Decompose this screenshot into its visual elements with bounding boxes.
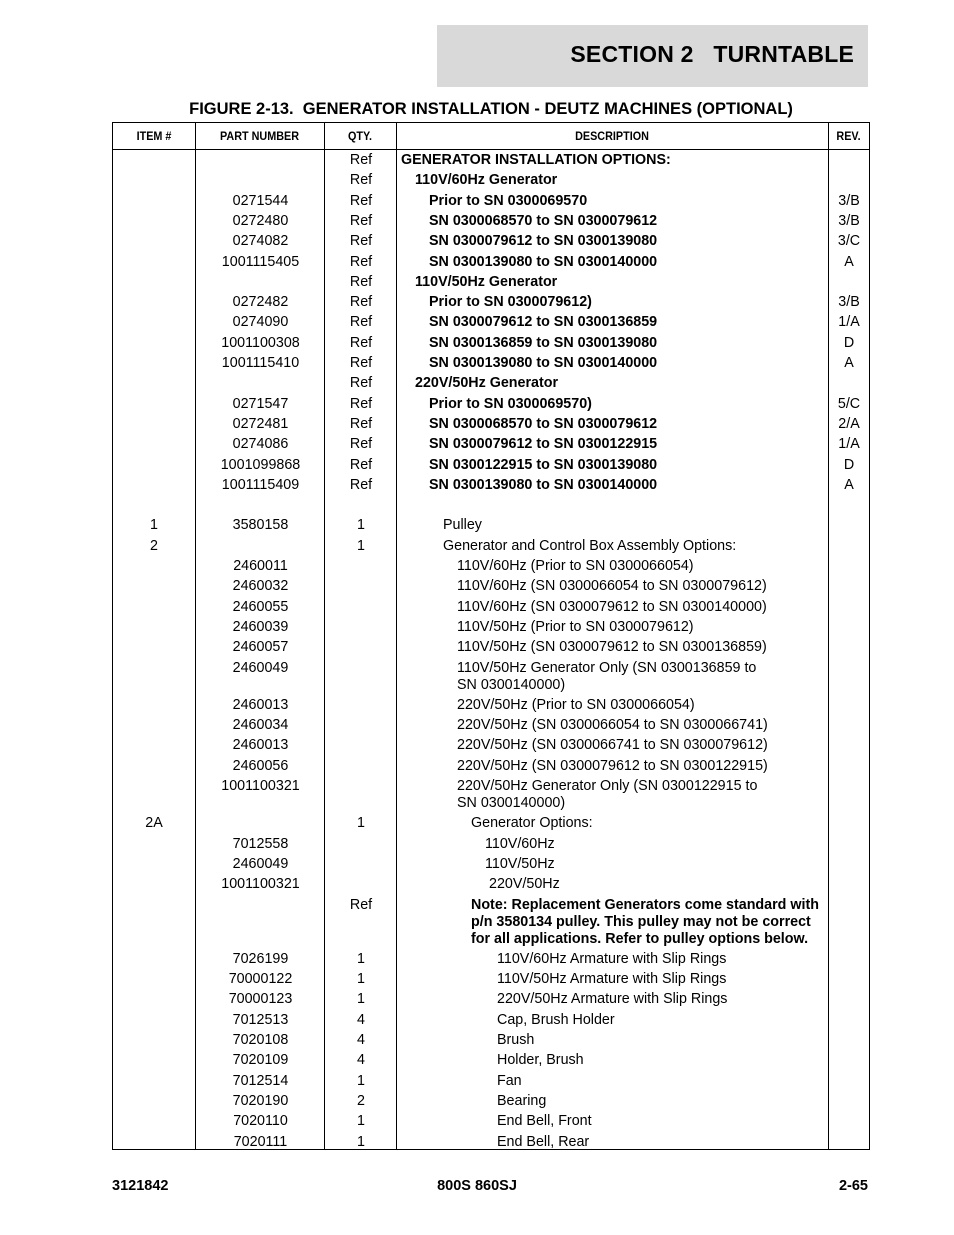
description-cell: 220V/50Hz (SN 0300079612 to SN 0300122915) (457, 757, 768, 774)
qty-cell: 4 (357, 1011, 365, 1028)
part-number-cell: 70000122 (228, 971, 293, 988)
section-title: SECTION 2 TURNTABLE (570, 41, 854, 67)
header-rev: REV. (836, 129, 861, 143)
part-number-cell: 7012558 (232, 835, 289, 852)
part-number-cell: 1001115405 (221, 253, 300, 270)
part-number-cell: 7020108 (232, 1032, 289, 1048)
part-number-cell: 0271544 (232, 192, 289, 209)
part-number-cell: 0272480 (232, 212, 289, 229)
description-cell: 110V/50Hz (485, 855, 555, 872)
qty-cell: Ref (349, 253, 373, 270)
part-number-cell: 7020111 (233, 1133, 288, 1150)
part-number-cell: 7012514 (232, 1072, 289, 1089)
description-cell: Holder, Brush (497, 1052, 584, 1069)
qty-cell: Ref (349, 233, 373, 250)
part-number-cell: 2460032 (232, 578, 289, 595)
qty-cell: 1 (357, 991, 365, 1008)
part-number-cell: 0274082 (232, 233, 289, 250)
description-cell: 110V/50Hz (Prior to SN 0300079612) (457, 618, 694, 635)
part-number-cell: 2460049 (232, 855, 289, 872)
part-number-cell: 2460055 (232, 598, 289, 615)
item-number-cell: 2A (145, 815, 163, 832)
description-cell: 110V/60Hz Generator (415, 172, 558, 189)
qty-cell: Ref (349, 415, 373, 432)
description-cell: 110V/50Hz Generator Only (SN 0300136859 to SN 0300140000) (457, 659, 757, 693)
parts-table (112, 122, 870, 1150)
description-cell: 110V/50Hz Armature with Slip Rings (497, 971, 727, 988)
rev-cell: 1/A (838, 314, 860, 331)
part-number-cell: 1001115409 (221, 476, 300, 493)
description-cell: 220V/50Hz Generator (415, 375, 559, 392)
header-divider (113, 149, 869, 150)
figure-title: FIGURE 2-13. GENERATOR INSTALLATION - DEUTZ MACHINES (OPTIONAL) (189, 100, 793, 118)
qty-cell: Ref (349, 375, 373, 392)
description-cell: End Bell, Rear (497, 1133, 590, 1150)
part-number-cell: 2460034 (232, 717, 289, 734)
rev-cell: 3/C (837, 233, 861, 250)
description-cell: SN 0300079612 to SN 0300139080 (429, 233, 658, 250)
qty-cell: 4 (357, 1032, 365, 1048)
description-cell: SN 0300139080 to SN 0300140000 (429, 355, 658, 371)
description-cell: Generator Options: (471, 815, 593, 832)
description-cell: Cap, Brush Holder (497, 1011, 615, 1028)
description-cell: 110V/50Hz Generator (415, 273, 558, 290)
description-cell: Note: Replacement Generators come standard with p/n 3580134 pulley. This pulley may not be correct for all applications. Refer to pulley options below. (471, 896, 819, 947)
description-cell: Prior to SN 0300079612) (429, 294, 592, 311)
part-number-cell: 2460057 (232, 639, 289, 656)
qty-cell: 4 (357, 1052, 365, 1069)
description-cell: 220V/50Hz (SN 0300066741 to SN 0300079612) (457, 737, 768, 754)
description-cell: End Bell, Front (497, 1113, 592, 1130)
description-cell: SN 0300139080 to SN 0300140000 (429, 476, 658, 493)
part-number-cell: 0272481 (232, 415, 289, 432)
part-number-cell: 70000123 (228, 991, 293, 1008)
rev-cell: 2/A (838, 415, 860, 432)
qty-cell: Ref (349, 314, 373, 331)
part-number-cell: 3580158 (232, 517, 289, 534)
part-number-cell: 2460013 (232, 737, 289, 754)
rev-cell: A (844, 476, 854, 493)
description-cell: 110V/60Hz (485, 835, 555, 852)
rev-cell: 3/B (838, 192, 860, 209)
description-cell: Prior to SN 0300069570 (429, 192, 588, 209)
part-number-cell: 0274086 (232, 436, 289, 453)
description-cell: Brush (497, 1032, 535, 1048)
part-number-cell: 1001100308 (221, 334, 300, 351)
qty-cell: Ref (349, 172, 373, 189)
description-cell: 110V/60Hz (SN 0300066054 to SN 0300079612) (457, 578, 767, 595)
part-number-cell: 7020190 (232, 1092, 289, 1109)
header-qty: QTY. (347, 129, 372, 143)
qty-cell: 1 (357, 537, 365, 554)
part-number-cell: 2460049 (232, 659, 289, 676)
rev-cell: A (844, 355, 854, 371)
qty-cell: Ref (349, 896, 373, 913)
qty-cell: Ref (349, 212, 373, 229)
qty-cell: Ref (349, 334, 373, 351)
part-number-cell: 0272482 (232, 294, 289, 311)
description-cell: 220V/50Hz (Prior to SN 0300066054) (457, 696, 695, 713)
part-number-cell: 2460013 (232, 696, 289, 713)
part-number-cell: 7012513 (232, 1011, 289, 1028)
part-number-cell: 0271547 (232, 395, 289, 412)
qty-cell: Ref (349, 152, 373, 168)
qty-cell: 1 (357, 815, 365, 832)
header-item-number: ITEM # (136, 129, 172, 143)
description-cell: Bearing (497, 1092, 547, 1109)
footer-document-number: 3121842 (112, 1178, 169, 1194)
part-number-cell: 1001100321 (221, 778, 300, 794)
qty-cell: 1 (357, 517, 365, 534)
part-number-cell: 0274090 (232, 314, 289, 331)
qty-cell: 2 (357, 1092, 365, 1109)
description-cell: GENERATOR INSTALLATION OPTIONS: (401, 152, 671, 168)
qty-cell: Ref (349, 273, 373, 290)
footer-model: 800S 860SJ (437, 1178, 517, 1194)
qty-cell: Ref (349, 294, 373, 311)
description-cell: 220V/50Hz Generator Only (SN 0300122915 to SN 0300140000) (457, 778, 758, 811)
part-number-cell: 7026199 (232, 950, 289, 967)
description-cell: 110V/60Hz (Prior to SN 0300066054) (457, 558, 694, 574)
description-cell: SN 0300068570 to SN 0300079612 (429, 212, 658, 229)
rev-cell: A (844, 253, 854, 270)
description-cell: 110V/50Hz (SN 0300079612 to SN 0300136859) (457, 639, 767, 656)
qty-cell: Ref (349, 192, 373, 209)
part-number-cell: 1001099868 (220, 456, 301, 473)
qty-cell: 1 (357, 1133, 365, 1150)
part-number-cell: 2460011 (233, 558, 288, 574)
section-banner (437, 25, 868, 87)
rev-cell: 3/B (838, 212, 860, 229)
description-cell: 220V/50Hz Armature with Slip Rings (497, 991, 728, 1008)
description-cell: SN 0300139080 to SN 0300140000 (429, 253, 658, 270)
part-number-cell: 7020110 (233, 1113, 288, 1130)
description-cell: Generator and Control Box Assembly Options: (443, 537, 737, 554)
description-cell: SN 0300122915 to SN 0300139080 (429, 456, 658, 473)
description-cell: SN 0300068570 to SN 0300079612 (429, 415, 658, 432)
qty-cell: 1 (357, 971, 365, 988)
description-cell: SN 0300079612 to SN 0300122915 (429, 436, 658, 453)
part-number-cell: 2460039 (232, 618, 289, 635)
description-cell: SN 0300136859 to SN 0300139080 (429, 334, 658, 351)
description-cell: 110V/60Hz Armature with Slip Rings (497, 950, 727, 967)
qty-cell: Ref (349, 476, 373, 493)
qty-cell: Ref (349, 436, 373, 453)
description-cell: Pulley (443, 517, 482, 534)
header-part-number: PART NUMBER (219, 129, 300, 143)
part-number-cell: 7020109 (232, 1052, 289, 1069)
qty-cell: Ref (349, 395, 373, 412)
part-number-cell: 2460056 (232, 757, 289, 774)
qty-cell: 1 (357, 950, 365, 967)
rev-cell: 1/A (838, 436, 860, 453)
rev-cell: 3/B (838, 294, 860, 311)
rev-cell: 5/C (837, 395, 861, 412)
part-number-cell: 1001100321 (221, 876, 300, 893)
qty-cell: 1 (357, 1072, 365, 1089)
description-cell: Prior to SN 0300069570) (429, 395, 592, 412)
qty-cell: Ref (349, 355, 373, 371)
qty-cell: 1 (357, 1113, 365, 1130)
item-number-cell: 1 (150, 517, 158, 534)
item-number-cell: 2 (150, 537, 158, 554)
description-cell: SN 0300079612 to SN 0300136859 (429, 314, 658, 331)
rev-cell: D (843, 334, 855, 351)
rev-cell: D (843, 456, 855, 473)
description-cell: Fan (497, 1072, 522, 1089)
qty-cell: Ref (349, 456, 373, 473)
description-cell: 110V/60Hz (SN 0300079612 to SN 0300140000) (457, 598, 767, 615)
part-number-cell: 1001115410 (221, 355, 300, 371)
description-cell: 220V/50Hz (489, 876, 560, 893)
footer-page-number: 2-65 (838, 1178, 868, 1194)
header-description: DESCRIPTION (575, 129, 649, 143)
description-cell: 220V/50Hz (SN 0300066054 to SN 0300066741) (457, 717, 768, 734)
